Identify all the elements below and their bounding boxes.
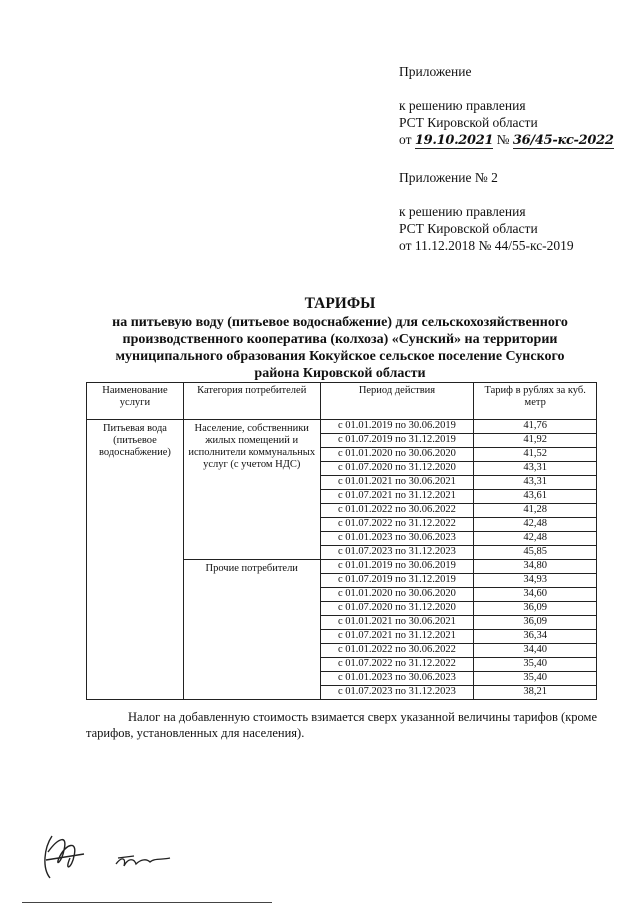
appendix-2-header (399, 169, 574, 254)
table-row (87, 420, 597, 434)
category-cell: Население, собственники жилых помещений и исполнители коммунальных услуг (с учетом НДС) (183, 420, 320, 560)
header-period: Период действия (320, 383, 474, 420)
category-cell: Прочие потребители (183, 560, 320, 700)
org-name-2: РСТ Кировской области (399, 221, 538, 236)
signature-image (38, 828, 208, 888)
title-main: ТАРИФЫ (304, 295, 376, 312)
tariff-cell: 38,21 (474, 686, 597, 700)
header-category: Категория потребителей (183, 383, 320, 420)
period-cell: с 01.01.2019 по 30.06.2019 (320, 560, 474, 574)
period-cell: с 01.07.2021 по 31.12.2021 (320, 490, 474, 504)
tariff-cell: 43,31 (474, 476, 597, 490)
period-cell: с 01.07.2020 по 31.12.2020 (320, 602, 474, 616)
period-cell: с 01.07.2023 по 31.12.2023 (320, 686, 474, 700)
tariff-cell: 43,31 (474, 462, 597, 476)
tariff-cell: 34,60 (474, 588, 597, 602)
handwritten-number: 36/45-кс-2022 (512, 133, 614, 148)
tariff-cell: 34,40 (474, 644, 597, 658)
period-cell: с 01.01.2020 по 30.06.2020 (320, 448, 474, 462)
period-cell: с 01.01.2022 по 30.06.2022 (320, 504, 474, 518)
appendix-title: Приложение (399, 64, 472, 79)
title-line-1: на питьевую воду (питьевое водоснабжение) для сельскохозяйственного (112, 315, 568, 330)
decision-date-line: от 19.10.2021 № 36/45-кс-2022 (399, 132, 614, 148)
table-body (87, 420, 597, 700)
tariff-cell: 43,61 (474, 490, 597, 504)
tariff-table (86, 382, 597, 700)
tariff-cell: 34,93 (474, 574, 597, 588)
tariff-cell: 45,85 (474, 546, 597, 560)
tariff-cell: 34,80 (474, 560, 597, 574)
tariff-cell: 41,28 (474, 504, 597, 518)
decision-date-2: от 11.12.2018 № 44/55-кс-2019 (399, 238, 574, 253)
period-cell: с 01.07.2022 по 31.12.2022 (320, 658, 474, 672)
period-cell: с 01.01.2021 по 30.06.2021 (320, 616, 474, 630)
header-tariff: Тариф в рублях за куб. метр (474, 383, 597, 420)
period-cell: с 01.07.2021 по 31.12.2021 (320, 630, 474, 644)
title-line-3: муниципального образования Кокуйское сельское поселение Сунского (115, 349, 565, 364)
period-cell: с 01.01.2021 по 30.06.2021 (320, 476, 474, 490)
period-cell: с 01.01.2023 по 30.06.2023 (320, 672, 474, 686)
period-cell: с 01.07.2022 по 31.12.2022 (320, 518, 474, 532)
period-cell: с 01.01.2019 по 30.06.2019 (320, 420, 474, 434)
tariff-cell: 35,40 (474, 658, 597, 672)
org-name: РСТ Кировской области (399, 115, 538, 130)
service-name-cell: Питьевая вода (питьевое водоснабжение) (87, 420, 184, 700)
period-cell: с 01.07.2020 по 31.12.2020 (320, 462, 474, 476)
title-line-2: производственного кооператива (колхоза) «Сунский» на территории (122, 332, 558, 347)
period-cell: с 01.01.2022 по 30.06.2022 (320, 644, 474, 658)
period-cell: с 01.01.2020 по 30.06.2020 (320, 588, 474, 602)
decision-ref-2: к решению правления (399, 204, 526, 219)
header-service: Наименование услуги (87, 383, 184, 420)
vat-note: Налог на добавленную стоимость взимается сверх указанной величины тарифов (кроме тарифов, установленных для населения). (86, 710, 597, 740)
period-cell: с 01.07.2019 по 31.12.2019 (320, 574, 474, 588)
period-cell: с 01.01.2023 по 30.06.2023 (320, 532, 474, 546)
tariff-cell: 42,48 (474, 518, 597, 532)
tariff-cell: 36,09 (474, 602, 597, 616)
appendix-2-title: Приложение № 2 (399, 170, 498, 185)
tariff-cell: 42,48 (474, 532, 597, 546)
handwritten-date: 19.10.2021 (414, 133, 494, 148)
period-cell: с 01.07.2023 по 31.12.2023 (320, 546, 474, 560)
tariff-cell: 36,09 (474, 616, 597, 630)
bottom-rule (22, 902, 272, 903)
tariff-cell: 41,92 (474, 434, 597, 448)
decision-ref: к решению правления (399, 98, 526, 113)
table-header-row (87, 383, 597, 420)
appendix-header (399, 63, 614, 149)
tariff-cell: 35,40 (474, 672, 597, 686)
tariff-cell: 41,52 (474, 448, 597, 462)
title-line-4: района Кировской области (254, 366, 426, 381)
tariff-cell: 41,76 (474, 420, 597, 434)
tariff-cell: 36,34 (474, 630, 597, 644)
period-cell: с 01.07.2019 по 31.12.2019 (320, 434, 474, 448)
document-title (70, 295, 610, 382)
